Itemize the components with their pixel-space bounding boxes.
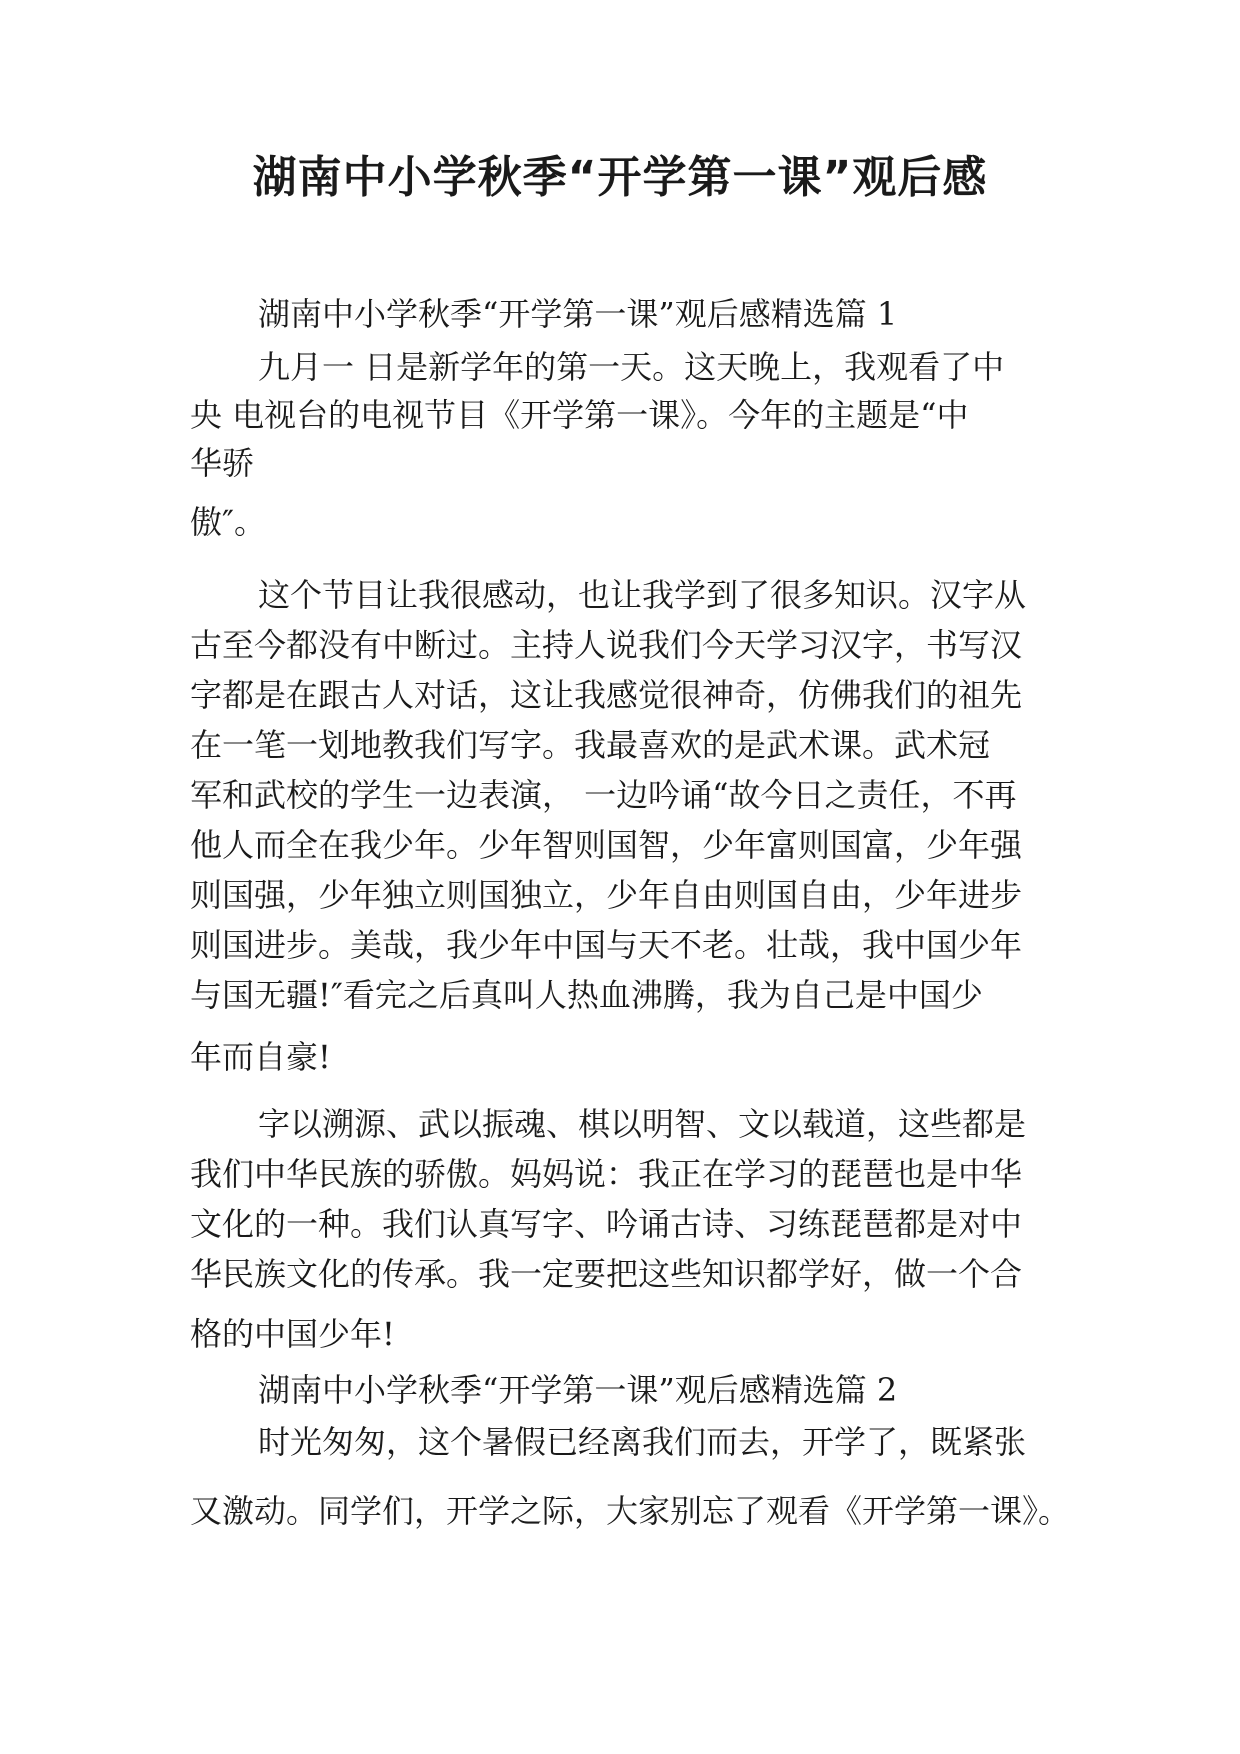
document-title: 湖南中小学秋季“开学第一课”观后感 [252, 152, 988, 203]
paragraph-line: 这个节目让我很感动，也让我学到了很多知识。汉字从 [258, 576, 1027, 614]
section-heading-2: 湖南中小学秋季“开学第一课”观后感精选篇 2 [258, 1371, 898, 1409]
paragraph-line: 在一笔一划地教我们写字。我最喜欢的是武术课。武术冠 [190, 726, 991, 764]
paragraph-line: 傲″。 [190, 503, 266, 541]
paragraph-line: 字以溯源、武以振魂、棋以明智、文以载道，这些都是 [258, 1105, 1027, 1143]
paragraph-line: 与国无疆!″看完之后真叫人热血沸腾，我为自己是中国少 [190, 976, 983, 1014]
paragraph-line: 文化的一种。我们认真写字、吟诵古诗、习练琵琶都是对中 [190, 1205, 1023, 1243]
paragraph-line: 格的中国少年! [190, 1315, 395, 1353]
paragraph-line: 则国强，少年独立则国独立，少年自由则国自由，少年进步 [190, 876, 1023, 914]
paragraph-line: 字都是在跟古人对话，这让我感觉很神奇，仿佛我们的祖先 [190, 676, 1023, 714]
paragraph-line: 九月一 日是新学年的第一天。这天晚上，我观看了中 [258, 348, 1005, 386]
paragraph-line: 华民族文化的传承。我一定要把这些知识都学好，做一个合 [190, 1255, 1023, 1293]
paragraph-line: 央 电视台的电视节目《开学第一课》。今年的主题是“中 [190, 396, 969, 434]
paragraph-line: 年而自豪! [190, 1038, 331, 1076]
paragraph-line: 军和武校的学生一边表演， 一边吟诵“故今日之责任，不再 [190, 776, 1017, 814]
paragraph-line: 时光匆匆，这个暑假已经离我们而去，开学了，既紧张 [258, 1423, 1027, 1461]
paragraph-line: 则国进步。美哉，我少年中国与天不老。壮哉，我中国少年 [190, 926, 1023, 964]
paragraph-line: 古至今都没有中断过。主持人说我们今天学习汉字，书写汉 [190, 626, 1023, 664]
section-heading-1: 湖南中小学秋季“开学第一课”观后感精选篇 1 [258, 295, 898, 333]
paragraph-line: 又激动。同学们，开学之际，大家别忘了观看《开学第一课》。 [190, 1492, 1071, 1530]
paragraph-line: 华骄 [190, 444, 255, 482]
paragraph-line: 他人而全在我少年。少年智则国智，少年富则国富，少年强 [190, 826, 1023, 864]
paragraph-line: 我们中华民族的骄傲。妈妈说：我正在学习的琵琶也是中华 [190, 1155, 1023, 1193]
